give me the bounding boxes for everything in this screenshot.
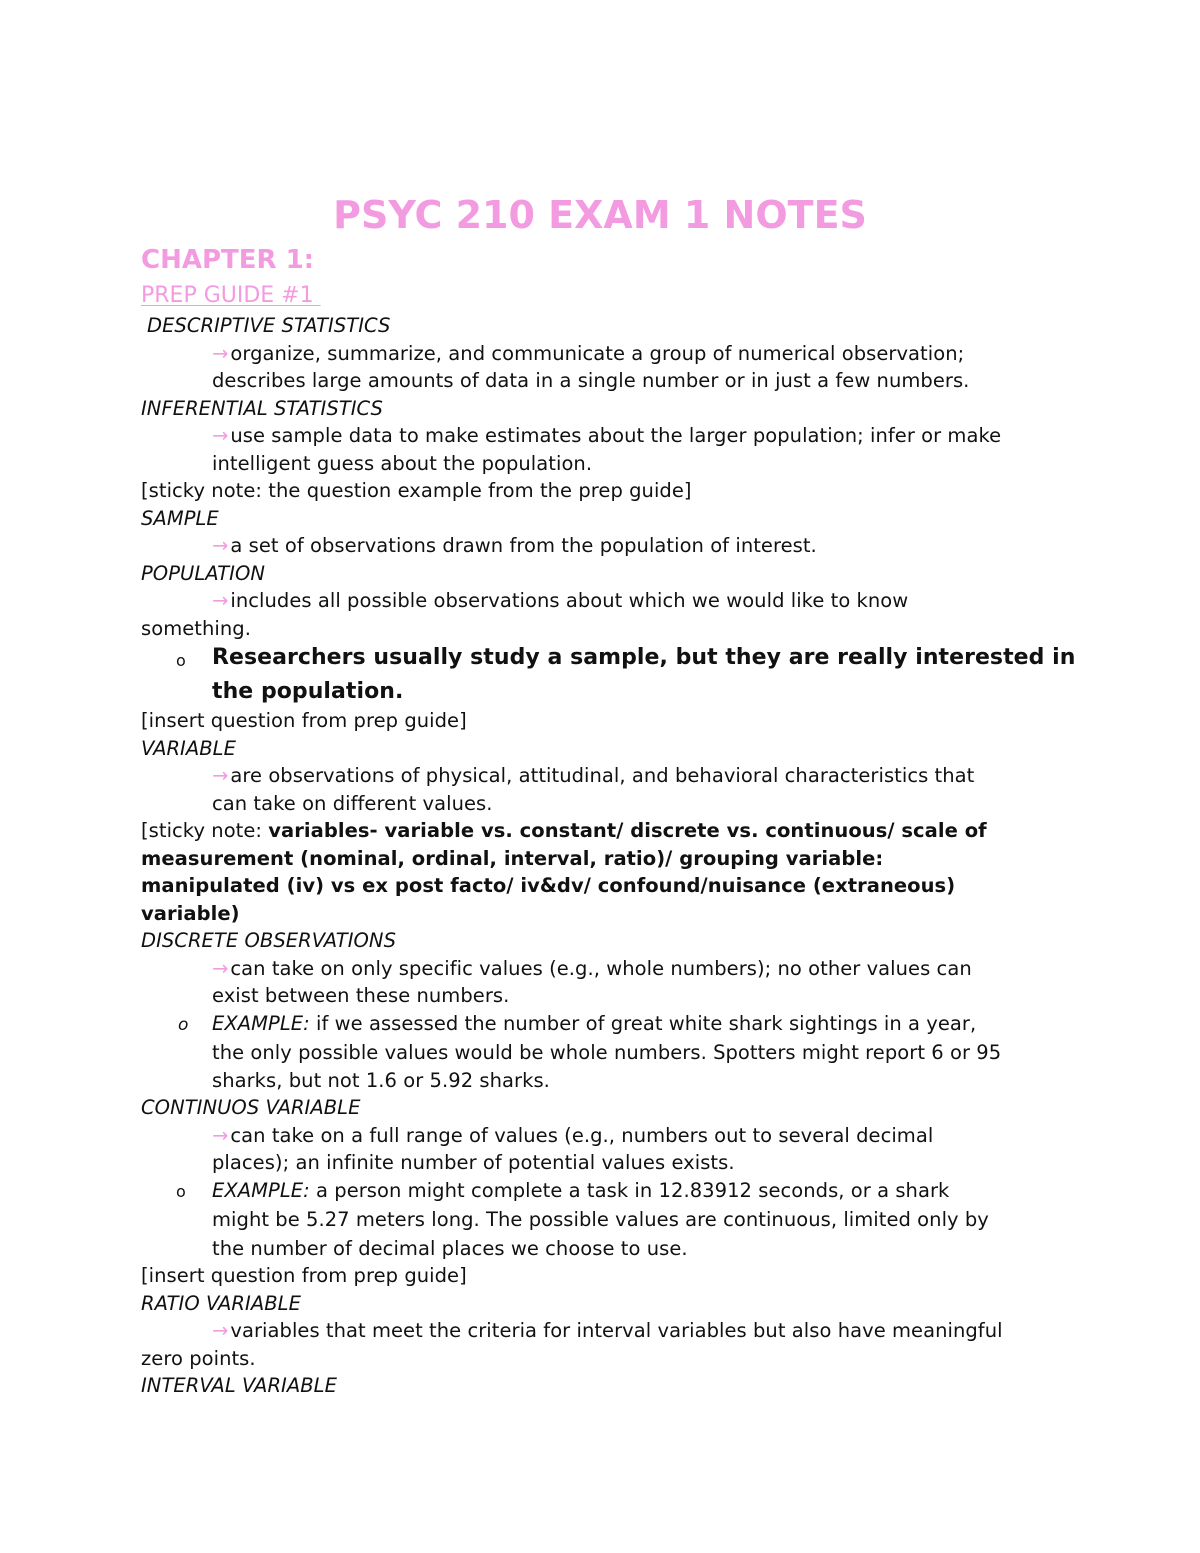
definition-continuous-line1 (212, 1122, 933, 1150)
term-interval-variable: INTERVAL VARIABLE (141, 1374, 337, 1397)
term-continuous-variable: CONTINUOS VARIABLE (141, 1096, 361, 1119)
sticky-note-1: [sticky note: the question example from the prep guide] (141, 479, 692, 502)
definition-discrete-line1 (212, 955, 972, 983)
definition-ratio-line2: zero points. (141, 1347, 256, 1370)
sticky-note-2-line3: manipulated (iv) vs ex post facto/ iv&dv/ confound/nuisance (extraneous) (141, 874, 956, 897)
term-inferential-statistics: INFERENTIAL STATISTICS (141, 397, 383, 420)
arrow-icon: → (212, 424, 229, 447)
sticky-note-2-line4: variable) (141, 902, 240, 925)
definition-discrete-line2: exist between these numbers. (212, 984, 510, 1007)
arrow-icon: → (212, 1124, 229, 1147)
term-descriptive-statistics: DESCRIPTIVE STATISTICS (147, 314, 391, 337)
chapter-heading: CHAPTER 1: (141, 245, 315, 275)
definition-variable-line1 (212, 762, 974, 790)
example-label: EXAMPLE: (212, 1179, 310, 1202)
example-continuous-line2: might be 5.27 meters long. The possible values are continuous, limited only by (212, 1208, 989, 1231)
arrow-icon: → (212, 589, 229, 612)
definition-descriptive-line1 (212, 340, 964, 368)
term-discrete-observations: DISCRETE OBSERVATIONS (141, 929, 396, 952)
definition-population-line1 (212, 587, 908, 615)
arrow-icon: → (212, 342, 229, 365)
example-discrete-line3: sharks, but not 1.6 or 5.92 sharks. (212, 1069, 550, 1092)
bullet-icon: o (176, 1182, 186, 1201)
insert-question-1: [insert question from prep guide] (141, 709, 467, 732)
definition-inferential-line1 (212, 422, 1001, 450)
example-discrete-line2: the only possible values would be whole numbers. Spotters might report 6 or 95 (212, 1041, 1002, 1064)
term-variable: VARIABLE (141, 737, 236, 760)
sticky-note-text: variables- variable vs. constant/ discrete vs. continuous/ scale of (268, 819, 987, 842)
term-population: POPULATION (141, 562, 266, 585)
definition-text: are observations of physical, attitudinal, and behavioral characteristics that (230, 764, 975, 787)
insert-question-2: [insert question from prep guide] (141, 1264, 467, 1287)
term-ratio-variable: RATIO VARIABLE (141, 1292, 301, 1315)
example-text: a person might complete a task in 12.83912 seconds, or a shark (309, 1179, 950, 1202)
example-continuous-line3: the number of decimal places we choose to use. (212, 1237, 688, 1260)
prep-guide-link[interactable]: PREP GUIDE #1 (141, 283, 321, 308)
bullet-icon: o (178, 1015, 189, 1035)
arrow-icon: → (212, 1319, 229, 1342)
arrow-icon: → (212, 957, 229, 980)
definition-text: can take on a full range of values (e.g., numbers out to several decimal (230, 1124, 934, 1147)
example-continuous-line1 (212, 1177, 949, 1205)
definition-variable-line2: can take on different values. (212, 792, 493, 815)
definition-text: a set of observations drawn from the population of interest. (230, 534, 817, 557)
definition-text: organize, summarize, and communicate a group of numerical observation; (230, 342, 965, 365)
researchers-bullet-line2: the population. (212, 679, 404, 704)
example-text: if we assessed the number of great white shark sightings in a year, (309, 1012, 977, 1035)
sticky-note-2-line2: measurement (nominal, ordinal, interval, ratio)/ grouping variable: (141, 847, 884, 870)
definition-inferential-line2: intelligent guess about the population. (212, 452, 593, 475)
definition-ratio-line1 (212, 1317, 1003, 1345)
researchers-bullet-line1: Researchers usually study a sample, but they are really interested in (212, 645, 1076, 670)
definition-text: variables that meet the criteria for interval variables but also have meaningful (230, 1319, 1003, 1342)
definition-text: use sample data to make estimates about the larger population; infer or make (230, 424, 1002, 447)
page-title: PSYC 210 EXAM 1 NOTES (333, 193, 867, 237)
sticky-note-prefix: [sticky note: (141, 819, 269, 842)
term-sample: SAMPLE (141, 507, 219, 530)
sticky-note-2-line1 (141, 817, 987, 845)
bullet-icon: o (176, 651, 186, 670)
arrow-icon: → (212, 764, 229, 787)
arrow-icon: → (212, 534, 229, 557)
definition-text: includes all possible observations about which we would like to know (230, 589, 909, 612)
definition-population-line2: something. (141, 617, 251, 640)
definition-continuous-line2: places); an infinite number of potential values exists. (212, 1151, 735, 1174)
example-label: EXAMPLE: (212, 1012, 310, 1035)
definition-sample-line1 (212, 532, 817, 560)
example-discrete-line1 (212, 1010, 976, 1038)
definition-text: can take on only specific values (e.g., whole numbers); no other values can (230, 957, 972, 980)
definition-descriptive-line2: describes large amounts of data in a single number or in just a few numbers. (212, 369, 970, 392)
